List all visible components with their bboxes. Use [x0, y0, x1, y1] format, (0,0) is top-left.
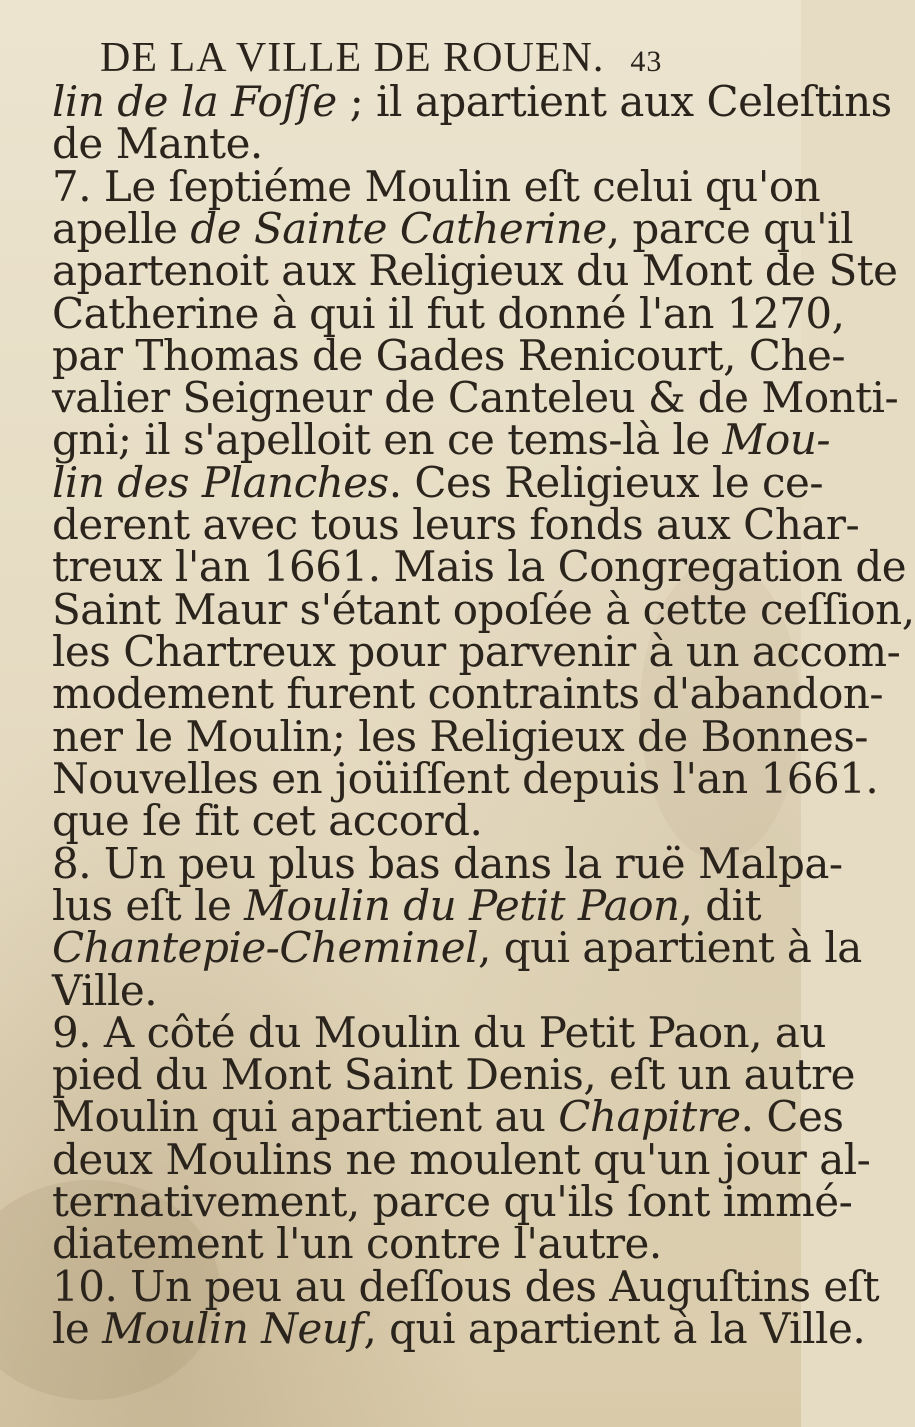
text-span: ; il apartient aux Celeſtins: [336, 77, 892, 126]
italic-span: de Sainte Catherine: [190, 204, 607, 253]
page-number: 43: [630, 45, 663, 78]
text-line: [52, 416, 830, 464]
text-span: 9. A côté du Moulin du Petit Paon, au: [52, 1008, 826, 1057]
text-line: [52, 1093, 843, 1141]
text-span: 10. Un peu au deſſous des Auguſtins eſt: [52, 1262, 880, 1311]
text-span: par Thomas de Gades Renicourt, Che-: [52, 331, 846, 380]
text-span: apartenoit aux Religieux du Mont de Ste: [52, 246, 898, 295]
text-span: diatement l'un contre l'autre.: [52, 1219, 662, 1268]
text-span: 7. Le ſeptiéme Moulin eſt celui qu'on: [52, 162, 821, 211]
text-line: [52, 247, 897, 295]
text-span: Nouvelles en joüiſſent depuis l'an 1661.: [52, 754, 879, 803]
text-span: que ſe fit cet accord.: [52, 796, 483, 845]
text-span: treux l'an 1661. Mais la Congregation de: [52, 542, 907, 591]
italic-span: Chapitre: [558, 1092, 741, 1141]
italic-span: Moulin du Petit Paon: [244, 881, 680, 930]
text-span: Catherine à qui il fut donné l'an 1270,: [52, 289, 845, 338]
text-span: gni; il s'apelloit en ce tems-là le: [52, 415, 723, 464]
text-line: [52, 670, 883, 718]
text-line: [52, 1220, 662, 1268]
text-span: valier Seigneur de Canteleu & de Monti-: [52, 373, 899, 422]
text-span: , qui apartient à la: [478, 923, 862, 972]
italic-span: Mou-: [722, 415, 831, 464]
text-span: , dit: [679, 881, 761, 930]
text-span: Ville.: [52, 966, 158, 1015]
italic-span: Moulin Neuf: [102, 1304, 364, 1353]
text-line: [52, 924, 862, 972]
text-span: 8. Un peu plus bas dans la ruë Malpa-: [52, 839, 843, 888]
running-title: DE LA VILLE DE ROUEN.: [100, 35, 605, 81]
text-line: [52, 797, 482, 845]
text-span: lus eſt le: [52, 881, 245, 930]
text-span: modement furent contraints d'abandon-: [52, 669, 884, 718]
text-span: Saint Maur s'étant opoſée à cette ceſſion,: [52, 585, 915, 634]
italic-span: Chantepie-Cheminel: [52, 923, 479, 972]
text-span: , qui apartient à la Ville.: [363, 1304, 866, 1353]
text-span: de Mante.: [52, 119, 263, 168]
italic-span: lin de la Foſſe: [52, 77, 337, 126]
text-span: ner le Moulin; les Religieux de Bonnes-: [52, 712, 868, 761]
text-span: le: [52, 1304, 103, 1353]
italic-span: lin des Planches: [52, 458, 389, 507]
text-span: , parce qu'il: [606, 204, 853, 253]
text-span: les Chartreux pour parvenir à un accom-: [52, 627, 901, 676]
text-span: deux Moulins ne moulent qu'un jour al-: [52, 1135, 871, 1184]
text-span: . Ces Religieux le ce-: [388, 458, 824, 507]
text-span: . Ces: [740, 1092, 844, 1141]
text-span: derent avec tous leurs fonds aux Char-: [52, 500, 860, 549]
text-line: [52, 120, 263, 168]
text-span: pied du Mont Saint Denis, eſt un autre: [52, 1050, 856, 1099]
text-span: apelle: [52, 204, 191, 253]
text-line: [52, 1305, 865, 1353]
text-line: [52, 543, 906, 591]
text-span: ternativement, parce qu'ils ſont immé-: [52, 1177, 853, 1226]
text-span: Moulin qui apartient au: [52, 1092, 559, 1141]
